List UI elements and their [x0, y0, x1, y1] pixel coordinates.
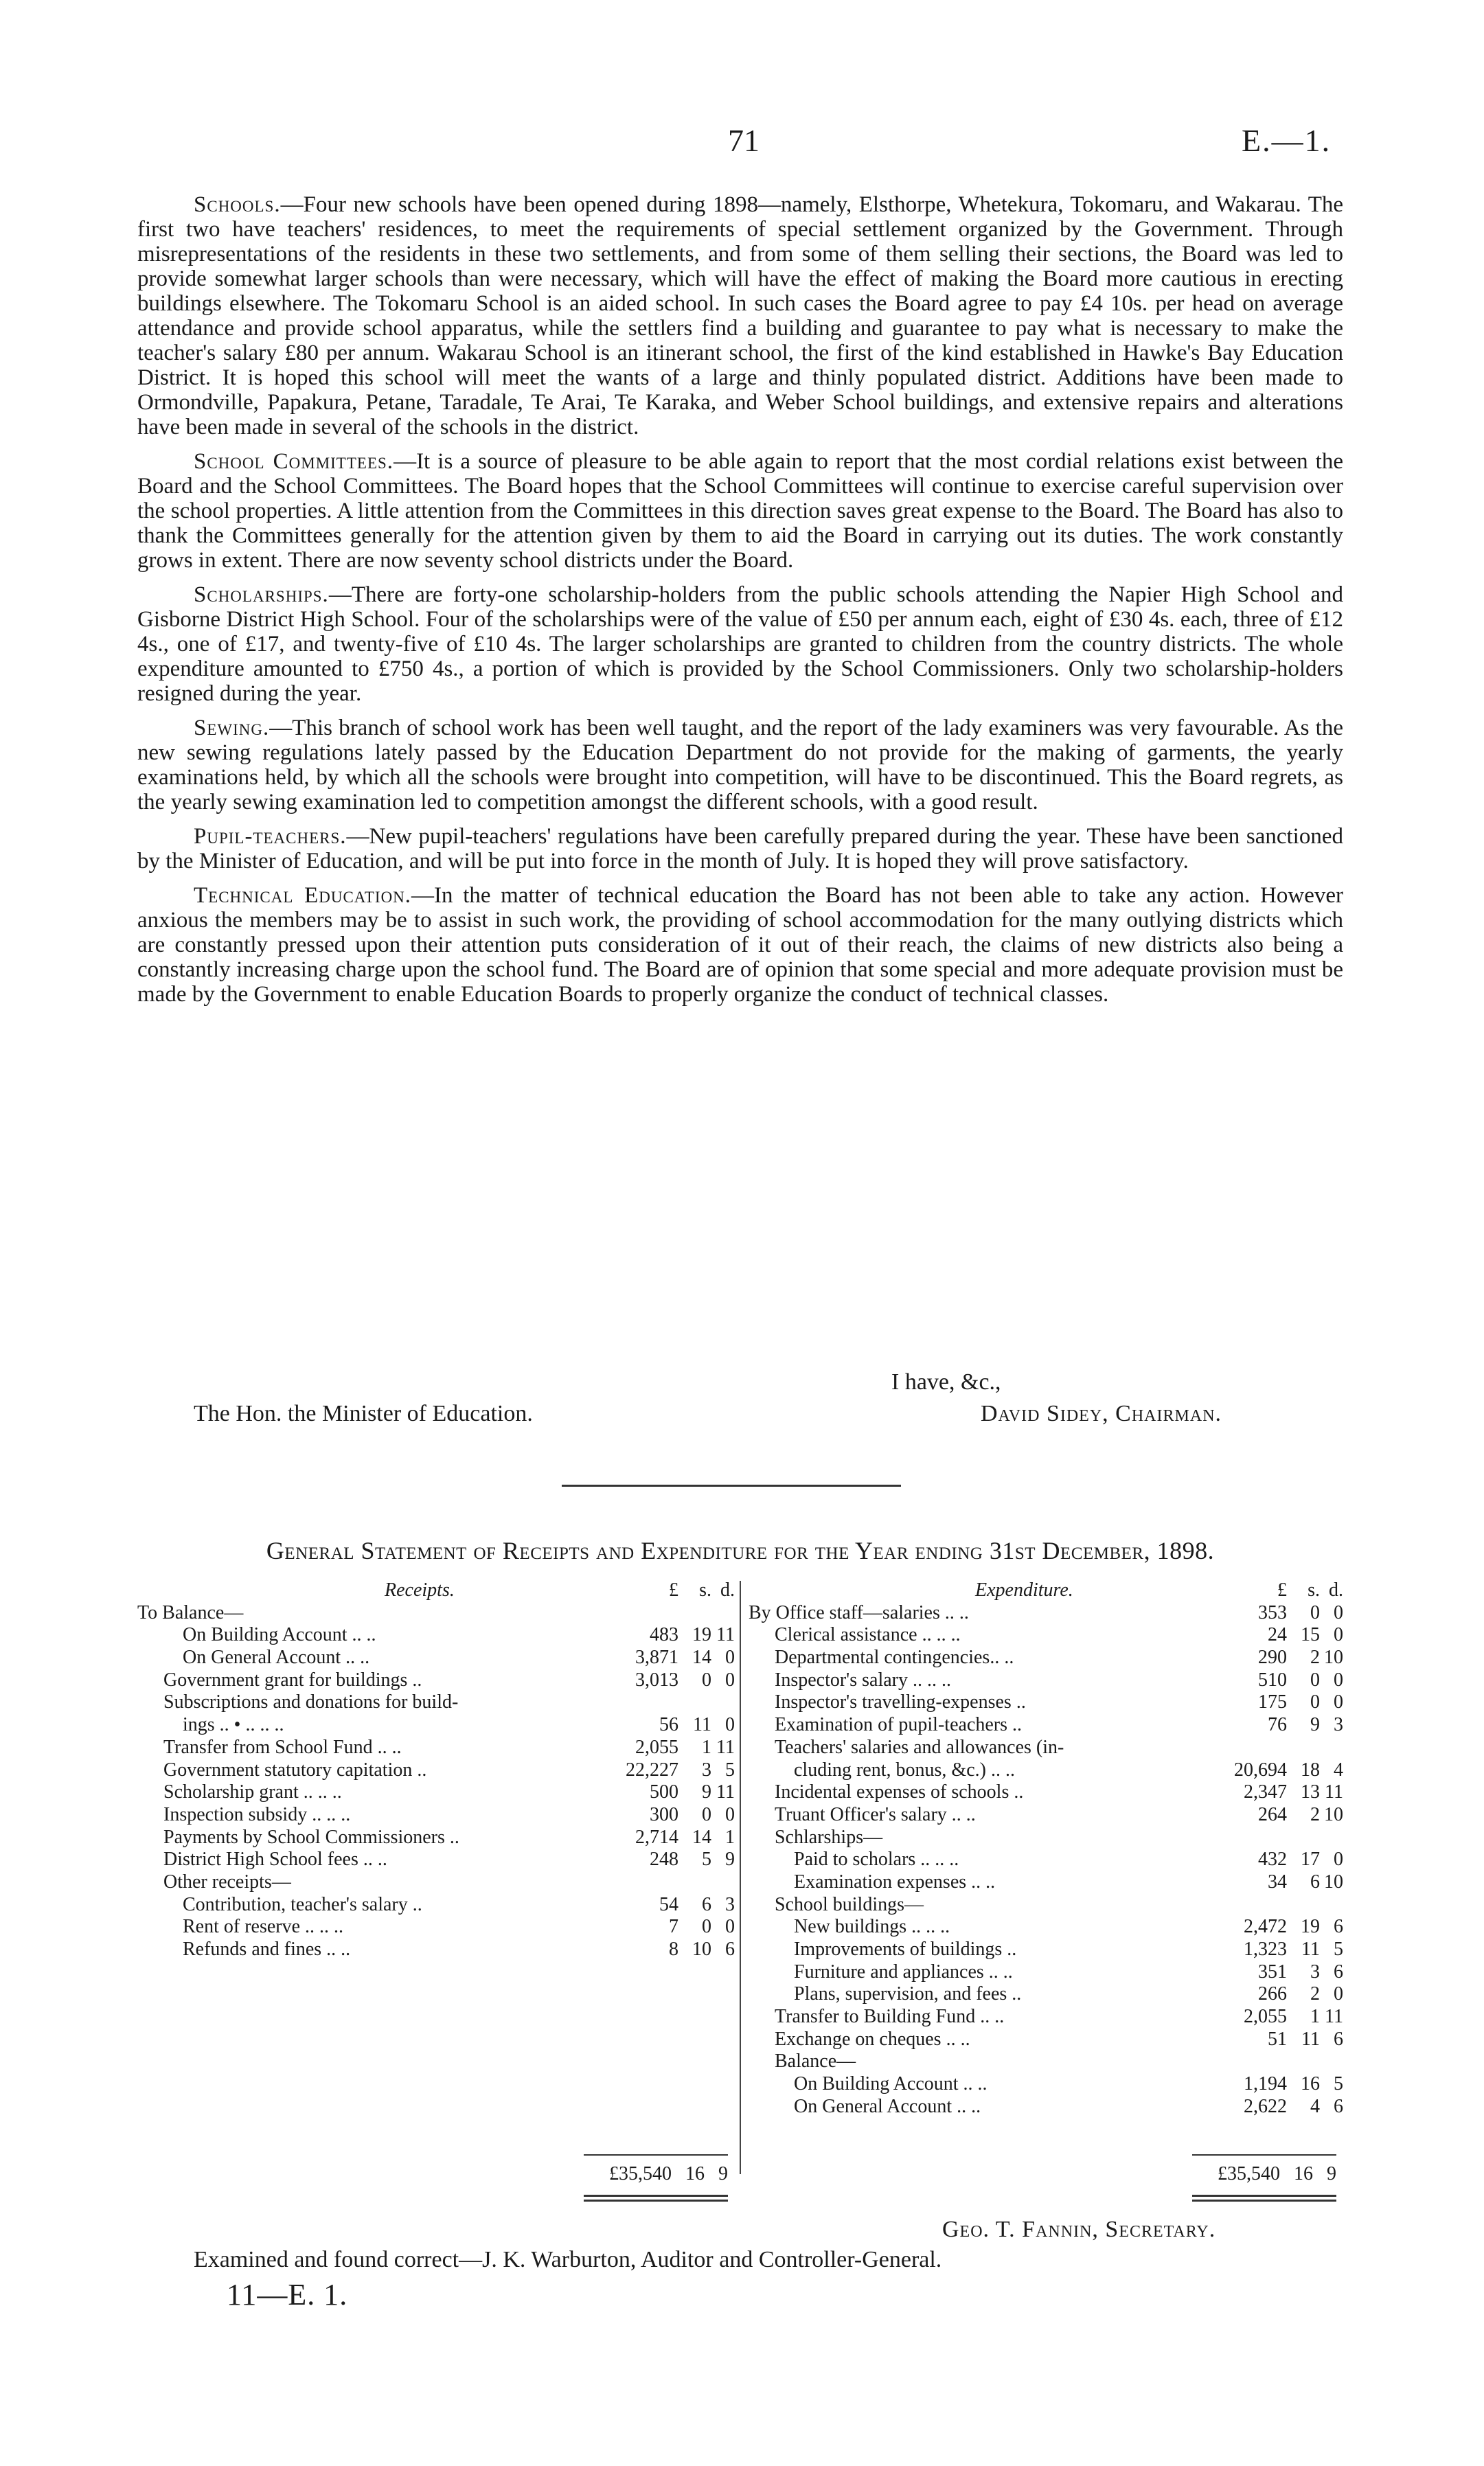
total-pence: 9 [718, 2163, 728, 2184]
pence-value: 5 [1334, 1939, 1343, 1960]
pence-value: 0 [725, 1803, 735, 1825]
expenditure-row [749, 1983, 1343, 2006]
line-label: Improvements of buildings .. [794, 1939, 1017, 1960]
statement-title: General Statement of Receipts and Expenditure for the Year ending 31st December, 1898. [266, 1537, 1215, 1564]
expenditure-row [749, 2073, 1343, 2096]
line-label: Contribution, teacher's salary .. [183, 1893, 422, 1915]
shillings-value: 11 [693, 1714, 711, 1736]
pence-value: 11 [1325, 2006, 1343, 2028]
paragraph-text: —In the matter of technical education the Board has not been able to take any action. However anxious the members may be to assist in such work, the providing of school accommodation for the many outlying districts which are constantly pressed upon their attention puts consideration of it out of their reach, the claims of new districts also being a constantly increasing charge upon the school fund. The Board are of opinion that some special and more adequate provision must be made by the Government to enable Education Boards to properly organize the conduct of technical classes. [137, 883, 1343, 1007]
shillings-header: s. [1308, 1579, 1320, 1601]
receipts-row [137, 1759, 735, 1782]
line-label: Plans, supervision, and fees .. [794, 1983, 1022, 2005]
line-label: Clerical assistance .. .. .. [775, 1624, 961, 1646]
shillings-value: 1 [702, 1736, 711, 1758]
expenditure-row [749, 1849, 1343, 1871]
receipts-row [137, 1916, 735, 1939]
pence-header: d. [720, 1579, 735, 1601]
receipts-row [137, 1827, 735, 1849]
shillings-value: 4 [1310, 2095, 1320, 2117]
line-label: On General Account .. .. [183, 1647, 370, 1669]
line-label: School buildings— [775, 1893, 924, 1915]
receipts-label: Receipts. [385, 1579, 455, 1601]
line-label: New buildings .. .. .. [794, 1916, 950, 1938]
expenditure-row [749, 1669, 1343, 1692]
line-label: Refunds and fines .. .. [183, 1939, 351, 1960]
paragraph-heading: Pupil-teachers. [194, 824, 347, 849]
shillings-value: 3 [1310, 1961, 1320, 1983]
shillings-value: 16 [1301, 2073, 1320, 2095]
addressee: The Hon. the Minister of Education. [194, 1401, 533, 1426]
line-label: Examination expenses .. .. [794, 1871, 996, 1893]
expenditure-row [749, 1939, 1343, 1961]
expenditure-row [749, 1759, 1343, 1782]
shillings-value: 0 [1310, 1601, 1320, 1623]
pounds-value: 2,055 [1244, 2006, 1287, 2028]
expenditure-row [749, 1871, 1343, 1894]
pounds-header: £ [1277, 1579, 1287, 1601]
pounds-value: 20,694 [1234, 1759, 1287, 1781]
paragraph-text: —This branch of school work has been well taught, and the report of the lady examiners was very favourable. As the new sewing regulations lately passed by the Education Department do not provide for the making of garments, the yearly examinations held, by which all the schools were brought into competition, will have to be discontinued. This the Board regrets, as the yearly sewing examination led to competition amongst the different schools, with a good result. [137, 716, 1343, 814]
pounds-value: 351 [1258, 1961, 1287, 1983]
paragraph-heading: School Committees. [194, 449, 394, 474]
line-label: Inspector's salary .. .. .. [775, 1669, 951, 1691]
line-label: To Balance— [137, 1601, 244, 1623]
paragraph-text: —It is a source of pleasure to be able again to report that the most cordial relations exist between the Board and the School Committees. The Board hopes that the School Committees will continue to exercise careful supervision over the school properties. A little attention from the Committees in this direction saves great expense to the Board. The Board has also to thank the Committees generally for the attention given by them to aid the Board in carrying out its duties. The work constantly grows in extent. There are now seventy school districts under the Board. [137, 449, 1344, 573]
pounds-value: 500 [650, 1781, 678, 1803]
line-label: Scholarship grant .. .. .. [163, 1781, 342, 1803]
line-label: On General Account .. .. [794, 2095, 981, 2117]
line-label: Inspection subsidy .. .. .. [163, 1803, 351, 1825]
expenditure-row [749, 1827, 1343, 1849]
expenditure-column [749, 1579, 1343, 2119]
shillings-value: 6 [1310, 1871, 1320, 1893]
shillings-value: 6 [702, 1893, 711, 1915]
expenditure-row [749, 1894, 1343, 1917]
expenditure-row [749, 2051, 1343, 2073]
expenditure-row [749, 1916, 1343, 1939]
pence-value: 0 [1334, 1849, 1343, 1871]
chairman-signature: David Sidey, Chairman. [981, 1401, 1222, 1426]
pence-value: 0 [1334, 1691, 1343, 1713]
pence-value: 6 [1334, 2028, 1343, 2050]
shillings-value: 0 [1310, 1669, 1320, 1691]
page-number: 71 [728, 123, 760, 158]
expenditure-header-row [749, 1579, 1343, 1602]
expenditure-row [749, 1737, 1343, 1759]
pence-value: 11 [716, 1781, 735, 1803]
shillings-value: 10 [692, 1939, 711, 1960]
section-divider [562, 1485, 901, 1487]
line-label: Paid to scholars .. .. .. [794, 1849, 959, 1871]
receipts-row [137, 1714, 735, 1737]
pence-value: 11 [1325, 1781, 1343, 1803]
receipts-row [137, 1624, 735, 1647]
pounds-value: 3,871 [635, 1647, 678, 1669]
pence-value: 11 [716, 1736, 735, 1758]
shillings-value: 3 [702, 1759, 711, 1781]
line-label: Teachers' salaries and allowances (in- [775, 1736, 1064, 1758]
paragraph-text: —New pupil-teachers' regulations have been carefully prepared during the year. These have been sanctioned by the Minister of Education, and will be put into force in the month of July. It is hoped they will prove satisfactory. [137, 824, 1343, 874]
pence-value: 9 [725, 1849, 735, 1871]
line-label: On Building Account .. .. [794, 2073, 988, 2095]
pence-value: 0 [725, 1916, 735, 1938]
pence-value: 0 [725, 1669, 735, 1691]
secretary-signature: Geo. T. Fannin, Secretary. [942, 2217, 1216, 2242]
paragraph-technical-education [137, 883, 1343, 1007]
paragraph-schools [137, 192, 1343, 439]
pounds-value: 7 [669, 1916, 678, 1938]
total-shillings: 16 [685, 2163, 705, 2184]
pounds-value: 2,714 [635, 1826, 678, 1848]
line-label: Examination of pupil-teachers .. [775, 1714, 1022, 1736]
pence-value: 6 [1334, 1961, 1343, 1983]
pounds-value: 353 [1258, 1601, 1287, 1623]
expenditure-row [749, 1961, 1343, 1984]
line-label: Other receipts— [163, 1871, 291, 1893]
shillings-value: 9 [1310, 1714, 1320, 1736]
shillings-value: 2 [1310, 1647, 1320, 1669]
pence-value: 10 [1324, 1803, 1343, 1825]
shillings-value: 2 [1310, 1803, 1320, 1825]
pence-value: 3 [725, 1893, 735, 1915]
shillings-value: 14 [692, 1647, 711, 1669]
footer-reference: 11—E. 1. [227, 2278, 348, 2311]
line-label: Transfer from School Fund .. .. [163, 1736, 402, 1758]
expenditure-row [749, 2029, 1343, 2051]
line-label: Government grant for buildings .. [163, 1669, 422, 1691]
pence-value: 0 [725, 1647, 735, 1669]
pounds-value: 34 [1268, 1871, 1287, 1893]
pence-value: 0 [1334, 1983, 1343, 2005]
expenditure-row [749, 1691, 1343, 1714]
expenditure-total [1192, 2163, 1336, 2185]
line-label: Transfer to Building Fund .. .. [775, 2006, 1005, 2028]
expenditure-row [749, 2096, 1343, 2119]
pence-value: 0 [1334, 1624, 1343, 1646]
pounds-value: 300 [650, 1803, 678, 1825]
receipts-row [137, 1669, 735, 1692]
total-shillings: 16 [1294, 2163, 1313, 2184]
pounds-value: 2,622 [1244, 2095, 1287, 2117]
receipts-column [137, 1579, 735, 1961]
shillings-value: 19 [1301, 1916, 1320, 1938]
shillings-value: 0 [702, 1916, 711, 1938]
expenditure-row [749, 2006, 1343, 2029]
auditor-statement: Examined and found correct—J. K. Warburton, Auditor and Controller-General. [194, 2247, 942, 2272]
pounds-value: 510 [1258, 1669, 1287, 1691]
pence-value: 5 [725, 1759, 735, 1781]
pounds-value: 483 [650, 1624, 678, 1646]
expenditure-row [749, 1804, 1343, 1827]
pounds-value: 1,194 [1244, 2073, 1287, 2095]
line-label: Incidental expenses of schools .. [775, 1781, 1024, 1803]
pence-value: 11 [716, 1624, 735, 1646]
shillings-value: 1 [1310, 2006, 1320, 2028]
line-label: Subscriptions and donations for build- [163, 1691, 459, 1713]
receipts-row [137, 1804, 735, 1827]
paragraph-heading: Schools. [194, 192, 281, 217]
pounds-value: 2,347 [1244, 1781, 1287, 1803]
shillings-value: 15 [1301, 1624, 1320, 1646]
receipts-row [137, 1939, 735, 1961]
receipts-total-rule [584, 2154, 728, 2156]
line-label: Exchange on cheques .. .. [775, 2028, 970, 2050]
pounds-value: 8 [669, 1939, 678, 1960]
pounds-value: 432 [1258, 1849, 1287, 1871]
expenditure-row [749, 1781, 1343, 1804]
line-label: ings .. • .. .. .. [183, 1714, 284, 1736]
receipts-row [137, 1849, 735, 1871]
shillings-value: 9 [702, 1781, 711, 1803]
expenditure-total-rule [1192, 2154, 1336, 2156]
paragraph-heading: Technical Education. [194, 883, 412, 908]
expenditure-row [749, 1602, 1343, 1625]
pence-value: 3 [1334, 1714, 1343, 1736]
paragraph-scholarships [137, 582, 1343, 706]
shillings-header: s. [699, 1579, 711, 1601]
line-label: cluding rent, bonus, &c.) .. .. [794, 1759, 1015, 1781]
pounds-value: 2,472 [1244, 1916, 1287, 1938]
pence-value: 0 [1334, 1601, 1343, 1623]
expenditure-row [749, 1647, 1343, 1669]
paragraph-school-committees [137, 449, 1343, 573]
paragraph-text: —There are forty-one scholarship-holders from the public schools attending the Napier High School and Gisborne District High School. Four of the scholarships were of the value of £50 per annum each, eight of £30 4s. each, three of £12 4s., one of £17, and twenty-five of £10 4s. The larger scholarships are granted to children from the country districts. The whole expenditure amounted to £750 4s., a portion of which is provided by the School Commissioners. Only two scholarship-holders resigned during the year. [137, 582, 1343, 706]
pence-value: 6 [1334, 2095, 1343, 2117]
pence-value: 0 [725, 1714, 735, 1736]
pounds-value: 56 [659, 1714, 678, 1736]
line-label: Truant Officer's salary .. .. [775, 1803, 976, 1825]
shillings-value: 2 [1310, 1983, 1320, 2005]
receipts-row [137, 1691, 735, 1714]
pounds-value: 51 [1268, 2028, 1287, 2050]
expenditure-row [749, 1714, 1343, 1737]
pounds-value: 2,055 [635, 1736, 678, 1758]
receipts-row [137, 1871, 735, 1894]
pounds-value: 76 [1268, 1714, 1287, 1736]
pence-value: 0 [1334, 1669, 1343, 1691]
shillings-value: 14 [692, 1826, 711, 1848]
paragraph-heading: Sewing. [194, 716, 270, 740]
shillings-value: 17 [1301, 1849, 1320, 1871]
document-reference: E.—1. [1242, 123, 1332, 158]
pence-value: 6 [725, 1939, 735, 1960]
receipts-row [137, 1894, 735, 1917]
receipts-header-row [137, 1579, 735, 1602]
paragraph-text: —Four new schools have been opened during 1898—namely, Elsthorpe, Whetekura, Tokomaru, and Wakarau. The first two have teachers' residences, to meet the requirements of special settlement organized by the Government. Through misrepresentations of the residents in these two settlements, and from some of them selling their sections, the Board was led to provide somewhat larger schools than were necessary, which will have the effect of making the Board more cautious in erecting buildings elsewhere. The Tokomaru School is an aided school. In such cases the Board agree to pay £4 10s. per head on average attendance and provide school apparatus, while the settlers find a building and guarantee to pay what is necessary to make the teacher's salary £80 per annum. Wakarau School is an itinerant school, the first of the kind established in Hawke's Bay Education District. It is hoped this school will meet the wants of a large and thinly populated district. Additions have been made to Ormondville, Papakura, Petane, Taradale, Te Arai, Te Karaka, and Weber School buildings, and extensive repairs and alterations have been made in several of the schools in the district. [137, 192, 1343, 439]
line-label: Rent of reserve .. .. .. [183, 1916, 344, 1938]
line-label: Payments by School Commissioners .. [163, 1826, 459, 1848]
pounds-value: 248 [650, 1849, 678, 1871]
receipts-double-rule [584, 2195, 728, 2202]
pounds-value: 22,227 [626, 1759, 678, 1781]
shillings-value: 0 [702, 1803, 711, 1825]
line-label: District High School fees .. .. [163, 1849, 387, 1871]
line-label: Schlarships— [775, 1826, 883, 1848]
total-pence: 9 [1327, 2163, 1336, 2184]
pence-value: 6 [1334, 1916, 1343, 1938]
expenditure-row [749, 1624, 1343, 1647]
receipts-row [137, 1602, 735, 1625]
pence-value: 4 [1334, 1759, 1343, 1781]
shillings-value: 5 [702, 1849, 711, 1871]
receipts-row [137, 1781, 735, 1804]
column-separator [740, 1581, 741, 2174]
receipts-row [137, 1647, 735, 1669]
line-label: Departmental contingencies.. .. [775, 1647, 1014, 1669]
line-label: By Office staff—salaries .. .. [749, 1601, 969, 1623]
expenditure-label: Expenditure. [975, 1579, 1073, 1601]
pounds-header: £ [669, 1579, 678, 1601]
paragraph-pupil-teachers [137, 824, 1343, 874]
shillings-value: 11 [1301, 1939, 1320, 1960]
receipts-total [584, 2163, 728, 2185]
line-label: On Building Account .. .. [183, 1624, 376, 1646]
closing-line: I have, &c., [891, 1369, 1001, 1395]
pence-value: 10 [1324, 1647, 1343, 1669]
pence-value: 10 [1324, 1871, 1343, 1893]
shillings-value: 0 [1310, 1691, 1320, 1713]
total-pounds: £35,540 [1218, 2163, 1280, 2184]
pounds-value: 175 [1258, 1691, 1287, 1713]
pounds-value: 24 [1268, 1624, 1287, 1646]
shillings-value: 19 [692, 1624, 711, 1646]
pounds-value: 54 [659, 1893, 678, 1915]
line-label: Inspector's travelling-expenses .. [775, 1691, 1026, 1713]
line-label: Furniture and appliances .. .. [794, 1961, 1013, 1983]
shillings-value: 0 [702, 1669, 711, 1691]
paragraph-heading: Scholarships. [194, 582, 329, 607]
paragraph-sewing [137, 716, 1343, 814]
pounds-value: 3,013 [635, 1669, 678, 1691]
pence-header: d. [1329, 1579, 1343, 1601]
line-label: Government statutory capitation .. [163, 1759, 427, 1781]
line-label: Balance— [775, 2051, 856, 2073]
total-pounds: £35,540 [609, 2163, 672, 2184]
shillings-value: 13 [1301, 1781, 1320, 1803]
pounds-value: 1,323 [1244, 1939, 1287, 1960]
shillings-value: 18 [1301, 1759, 1320, 1781]
shillings-value: 11 [1301, 2028, 1320, 2050]
expenditure-double-rule [1192, 2195, 1336, 2202]
report-body [137, 192, 1343, 1016]
pounds-value: 266 [1258, 1983, 1287, 2005]
pounds-value: 264 [1258, 1803, 1287, 1825]
pounds-value: 290 [1258, 1647, 1287, 1669]
receipts-row [137, 1737, 735, 1759]
pence-value: 5 [1334, 2073, 1343, 2095]
pence-value: 1 [725, 1826, 735, 1848]
